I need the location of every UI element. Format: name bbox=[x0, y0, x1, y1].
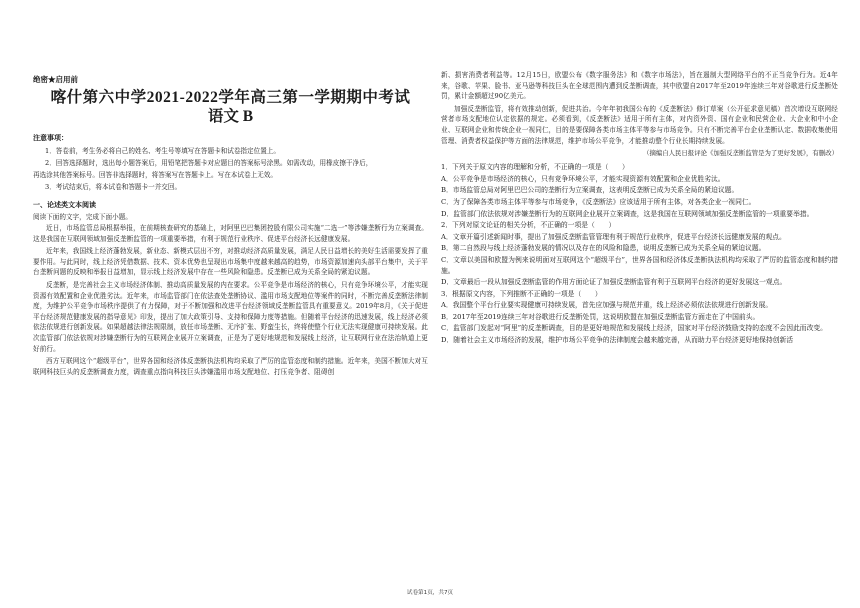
question-2-option-d: D．文章最后一段从加强反垄断监管的作用方面论证了加强反垄断监管有利于互联网平台经济的更好发展这一观点。 bbox=[441, 278, 787, 287]
question-2-option-b: B．第二自然段与线上经济蓬勃发展的情况以及存在的风险和隐患，说明反垄断已成为关系全局的紧迫议题。 bbox=[441, 244, 766, 253]
question-3-option-d: D．随着社会主义市场经济的发展，维护市场公平竞争的法律制度会越来越完善，从而助力平台经济更好地保持创新活 bbox=[441, 336, 794, 345]
notice-item-1: 1．答卷前，考生务必将自己的姓名、考生号等填写在答题卡和试卷指定位置上。 bbox=[45, 147, 280, 155]
question-2-option-c: C．文章以美国和欧盟为例来说明面对互联网这个“超级平台”，世界各国和经济体反垄断执法机构均采取了严厉的监管态度和制约措施。 bbox=[441, 255, 838, 275]
notice-heading: 注意事项： bbox=[33, 133, 68, 142]
question-3-stem: 3．根据原文内容，下列推断不正确的一项是（ ） bbox=[441, 289, 602, 298]
passage-paragraph-5: 加强反垄断监管，将有效推动创新，促进共治。今年年初我国公布的《反垄断法》修订草案（公开征求意见稿）首次增设互联网经营者市场支配地位认定依据的规定。必须看到，《反垄断法》适用于所有主体，对内资外资、国有企业和民营企业、大企业和中小企业、互联网企业和传统企业一视同仁，目的是要保障各类市场主体平等参与市场竞争。只有不断完善平台企业垄断认定、数据收集使用管理、消费者权益保护等方面的法律规范，维护市场公平竞争，才能推动整个行业长期持续发展。 bbox=[441, 104, 838, 145]
passage-paragraph-2: 近年来，我国线上经济蓬勃发展，新业态、新模式层出不穷，对推动经济高质量发展，满足人民日益增长的美好生活需要发挥了重要作用。与此同时，线上经济凭借数据、技术、资本优势也呈现出市场集中度越来越高的趋势，市场资源加速向头部平台集中，关于平台垄断问题的反映和举报日益增加，显示线上经济发展中存在一些风险和隐患。反垄断已成为关系全局的紧迫议题。 bbox=[33, 247, 428, 277]
exam-subtitle: 语文 B bbox=[207, 108, 254, 125]
question-2-option-a: A．文章开篇引述新闻时事，提出了加强反垄断监管管理有利于规范行业秩序，促进平台经济长远健康发展的观点。 bbox=[441, 232, 786, 241]
passage-source: （摘编自人民日报评论《加强反垄断监管是为了更好发展》，有删改） bbox=[643, 149, 838, 158]
question-3-option-b: B．2017年至2019连续三年对谷歌进行反垄断处罚，这说明欧盟在加强反垄断监管方面走在了中国前头。 bbox=[441, 312, 760, 321]
question-1-option-b: B．市场监管总局对阿里巴巴公司的垄断行为立案调查，这表明反垄断已成为关系全局的紧迫议题。 bbox=[441, 186, 739, 195]
question-1-stem: 1．下列关于原文内容的理解和分析，不正确的一项是（ ） bbox=[441, 163, 629, 172]
section-heading: 一、论述类文本阅读 bbox=[33, 200, 96, 209]
exam-title: 喀什第六中学2021-2022学年高三第一学期期中考试 bbox=[50, 89, 411, 106]
section-instruction: 阅读下面的文字，完成下面小题。 bbox=[33, 213, 132, 221]
question-1-option-c: C．为了保障各类市场主体平等参与市场竞争，《反垄断法》应该适用于所有主体，对各类企业一视同仁。 bbox=[441, 197, 756, 206]
notice-item-3: 3．考试结束后，将本试卷和答题卡一并交回。 bbox=[45, 183, 182, 191]
question-3-option-a: A．我国整个平台行业要实现健康可持续发展，首先应加强与规范并重，线上经济必须依法依规进行创新发展。 bbox=[441, 301, 773, 310]
passage-paragraph-3: 反垄断，是完善社会主义市场经济体制、推动高质量发展的内在要求。公平竞争是市场经济的核心，只有竞争环境公平，才能实现资源有效配置和企业优胜劣汰。近年来，市场监管部门在依法查处垄断协议、滥用市场支配地位等案件的同时，不断完善反垄断法律制度，为维护公平竞争市场秩序提供了有力保障，对于不断加强和改进平台经济领域反垄断监管具有重要意义。2019年8月，《关于促进平台经济规范健康发展的指导意见》印发，提出了加大政策引导、支持和保障力度等措施。但随着平台经济的迅速发展，线上经济必须依法依规进行创新发展。如果超越法律法规限制，放任市场垄断、无序扩张、野蛮生长，终将使整个行业无法实现健康可持续发展。此次监管部门依法依规对涉嫌垄断行为的互联网企业展开立案调查，正是为了更好地规范和发展线上经济，让互联网行业在法治轨道上更好前行。 bbox=[33, 280, 428, 353]
page-footer: 试卷第1页，共7页 bbox=[406, 590, 454, 596]
question-3-option-c: C．监管部门发起对“阿里”的反垄断调查，目的是更好地规范和发展线上经济，国家对平台经济鼓励支持的态度不会因此而改变。 bbox=[441, 324, 827, 333]
passage-paragraph-4: 西方互联网这个“超级平台”，世界各国和经济体反垄断执法机构均采取了严厉的监管态度和制约措施。近年来，美国不断加大对互联网科技巨头的反垄断调查力度，调查重点指向科技巨头涉嫌滥用市场支配地位、打压竞争者、阻碍创 bbox=[33, 357, 428, 376]
right-column bbox=[441, 70, 838, 347]
passage-paragraph-4-cont: 新、损害消费者利益等。12月15日，欧盟公布《数字服务法》和《数字市场法》，旨在遏制大型网络平台的不正当竞争行为。近4年来，谷歌、苹果、脸书、亚马逊等科技巨头在全球范围内遭到反垄断调查，其中欧盟自2017年至2019年连续三年对谷歌进行反垄断处罚，累计金额超过90亿美元。 bbox=[441, 71, 838, 101]
notice-item-2-cont: 再选涂其他答案标号。回答非选择题时，将答案写在答题卡上。写在本试卷上无效。 bbox=[33, 171, 277, 179]
notice-item-2: 2．回答选择题时，选出每小题答案后，用铅笔把答题卡对应题目的答案标号涂黑。如需改动，用橡皮擦干净后， bbox=[45, 159, 373, 167]
passage-paragraph-1: 近日，市场监管总局根据举报，在前期核查研究的基础上，对阿里巴巴集团控股有限公司实施“二选一”等涉嫌垄断行为立案调查。这是我国在互联网领域加强反垄断监管的一项重要举措，有利于规范行业秩序、促进平台经济长远健康发展。 bbox=[33, 224, 428, 243]
question-2-stem: 2．下列对原文论证的相关分析，不正确的一项是（ ） bbox=[441, 221, 616, 230]
question-1-option-a: A．公平竞争是市场经济的核心，只有竞争环境公平，才能实现资源有效配置和企业优胜劣汰。 bbox=[441, 174, 725, 183]
question-1-option-d: D．监管部门依法依规对涉嫌垄断行为的互联网企业展开立案调查，这是我国在互联网领域加强反垄断监管的一项重要举措。 bbox=[441, 209, 814, 218]
secret-label: 绝密★启用前 bbox=[33, 75, 78, 84]
left-column bbox=[33, 74, 428, 379]
